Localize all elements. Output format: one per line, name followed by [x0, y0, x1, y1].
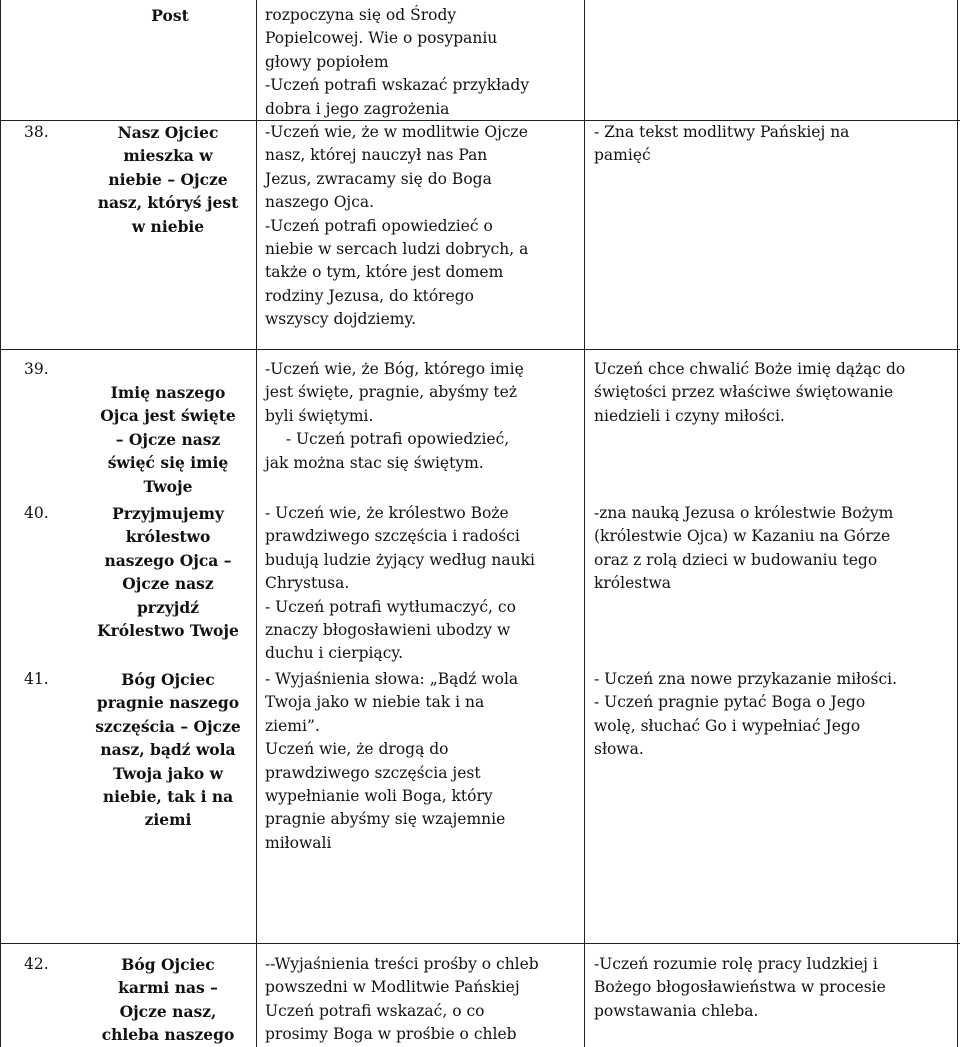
topic-line: nasz, bądź wola — [100, 740, 236, 760]
text-line: prosimy Boga w prośbie o chleb — [265, 1025, 517, 1044]
lesson-content — [265, 121, 583, 332]
lesson-content — [265, 953, 583, 1047]
topic-line: niebie – Ojcze — [108, 169, 228, 189]
topic-line: mieszka w — [123, 146, 213, 166]
text-line: budują ludzie żyjący według nauki — [265, 550, 535, 569]
lesson-number: 38. — [24, 123, 49, 141]
topic-line: Ojcze nasz, — [119, 1001, 217, 1021]
text-line: pamięć — [594, 146, 651, 165]
text-line: -zna nauką Jezusa o królestwie Bożym — [594, 504, 894, 522]
text-line: byli świętymi. — [265, 406, 374, 425]
lesson-outcome — [594, 668, 954, 762]
text-line: Uczeń potrafi wskazać, o co — [265, 1001, 485, 1020]
text-line: rodziny Jezusa, do którego — [265, 286, 475, 305]
column-divider — [584, 0, 585, 1047]
text-line: -Uczeń wie, że Bóg, którego imię — [265, 360, 524, 378]
text-line: - Uczeń wie, że królestwo Boże — [265, 504, 509, 522]
column-divider — [256, 0, 257, 1047]
topic-line: Bóg Ojciec — [121, 955, 215, 974]
text-line: prawdziwego szczęścia jest — [265, 763, 481, 782]
header-cell: Post — [151, 6, 189, 25]
text-line: Uczeń chce chwalić Boże imię dążąc do — [594, 360, 906, 378]
text-line: głowy popiołem — [265, 52, 389, 71]
topic-line: święć się imię — [107, 453, 229, 473]
lesson-topic — [80, 381, 256, 498]
text-line: - Uczeń zna nowe przykazanie miłości. — [594, 670, 898, 688]
text-line: Uczeń wie, że drogą do — [265, 740, 449, 759]
topic-line: królestwo — [125, 527, 211, 547]
text-line: miłowali — [265, 833, 332, 852]
text-line: słowa. — [594, 740, 644, 759]
text-line: jest święte, pragnie, abyśmy też — [265, 383, 517, 402]
lesson-outcome — [594, 953, 954, 1023]
text-line: prawdziwego szczęścia i radości — [265, 527, 520, 546]
topic-line: niebie, tak i na — [102, 787, 234, 807]
row-divider — [0, 349, 960, 350]
lesson-outcome — [594, 358, 954, 428]
lesson-topic — [80, 121, 256, 238]
text-line: Jezus, zwracamy się do Boga — [265, 169, 492, 188]
lesson-topic — [80, 953, 256, 1047]
text-line: - Wyjaśnienia słowa: „Bądź wola — [265, 670, 519, 688]
text-line: jak można stac się świętym. — [265, 453, 484, 472]
text-line: znaczy błogosławieni ubodzy w — [265, 621, 511, 640]
text-line: pragnie abyśmy się wzajemnie — [265, 810, 506, 829]
topic-line: chleba naszego — [101, 1025, 235, 1045]
topic-line: przyjdź — [136, 597, 200, 617]
topic-line: Ojca jest święte — [100, 406, 236, 426]
topic-line: – Ojcze nasz — [115, 429, 221, 449]
topic-line: Nasz Ojciec — [117, 123, 219, 142]
text-line: --Wyjaśnienia treści prośby o chleb — [265, 955, 539, 973]
column-divider — [0, 0, 1, 1047]
text-line: -Uczeń potrafi opowiedzieć o — [265, 216, 493, 235]
topic-line: Ojcze nasz — [122, 574, 214, 594]
lesson-number: 40. — [24, 504, 49, 522]
row-divider — [0, 943, 960, 944]
column-divider — [957, 0, 958, 1047]
continuation-text — [265, 4, 583, 121]
text-line: -Uczeń wie, że w modlitwie Ojcze — [265, 123, 528, 141]
lesson-content — [265, 502, 583, 666]
text-line: dobra i jego zagrożenia — [265, 99, 450, 118]
text-line: królestwa — [594, 574, 671, 593]
text-line: Twoja jako w niebie tak i na — [265, 693, 485, 712]
text-line: nasz, której nauczył nas Pan — [265, 146, 488, 165]
text-line: ziemi”. — [265, 716, 320, 735]
text-line: rozpoczyna się od Środy — [265, 6, 457, 24]
text-line: - Uczeń potrafi opowiedzieć, — [285, 430, 510, 449]
text-line: - Uczeń pragnie pytać Boga o Jego — [594, 693, 866, 712]
lesson-outcome — [594, 121, 954, 168]
text-line: niebie w sercach ludzi dobrych, a — [265, 240, 529, 259]
lesson-topic — [80, 502, 256, 642]
text-line: (królestwie Ojca) w Kazaniu na Górze — [594, 527, 891, 546]
text-line: także o tym, które jest domem — [265, 263, 504, 282]
text-line: Chrystusa. — [265, 574, 350, 593]
lesson-number: 39. — [24, 360, 49, 378]
lesson-topic — [80, 668, 256, 832]
topic-line: Bóg Ojciec — [121, 670, 215, 689]
text-line: Bożego błogosławieństwa w procesie — [594, 978, 886, 997]
lesson-outcome — [594, 502, 954, 596]
text-line: wszyscy dojdziemy. — [265, 310, 417, 329]
topic-line: karmi nas – — [118, 978, 218, 998]
text-line: Popielcowej. Wie o posypaniu — [265, 29, 498, 48]
lesson-number: 42. — [24, 955, 49, 973]
topic-line: naszego Ojca – — [104, 550, 232, 570]
lesson-number: 41. — [24, 670, 49, 688]
topic-line: pragnie naszego — [96, 693, 240, 713]
text-line: powstawania chleba. — [594, 1001, 759, 1020]
text-line: -Uczeń potrafi wskazać przykłady — [265, 76, 530, 95]
text-line: powszedni w Modlitwie Pańskiej — [265, 978, 520, 997]
topic-line: Twoja jako w — [112, 763, 224, 783]
text-line: wypełnianie woli Boga, który — [265, 787, 493, 806]
text-line: wolę, słuchać Go i wypełniać Jego — [594, 716, 861, 735]
topic-line: nasz, któryś jest — [97, 193, 239, 213]
topic-line: ziemi — [144, 810, 192, 830]
text-line: duchu i cierpiący. — [265, 644, 404, 663]
text-line: niedzieli i czyny miłości. — [594, 406, 785, 425]
topic-line: w niebie — [131, 216, 205, 236]
topic-line: Twoje — [143, 476, 193, 496]
text-line: naszego Ojca. — [265, 193, 375, 212]
topic-line: Imię naszego — [110, 383, 226, 402]
lesson-content — [265, 668, 583, 855]
topic-line: Przyjmujemy — [112, 504, 224, 523]
text-line: -Uczeń rozumie rolę pracy ludzkiej i — [594, 955, 878, 973]
topic-line: szczęścia – Ojcze — [95, 716, 241, 736]
text-line: - Uczeń potrafi wytłumaczyć, co — [265, 597, 516, 616]
text-line: - Zna tekst modlitwy Pańskiej na — [594, 123, 850, 141]
topic-line: Królestwo Twoje — [97, 621, 239, 641]
text-line: świętości przez właściwe świętowanie — [594, 383, 894, 402]
lesson-content — [265, 358, 583, 475]
text-line: oraz z rolą dzieci w budowaniu tego — [594, 550, 878, 569]
